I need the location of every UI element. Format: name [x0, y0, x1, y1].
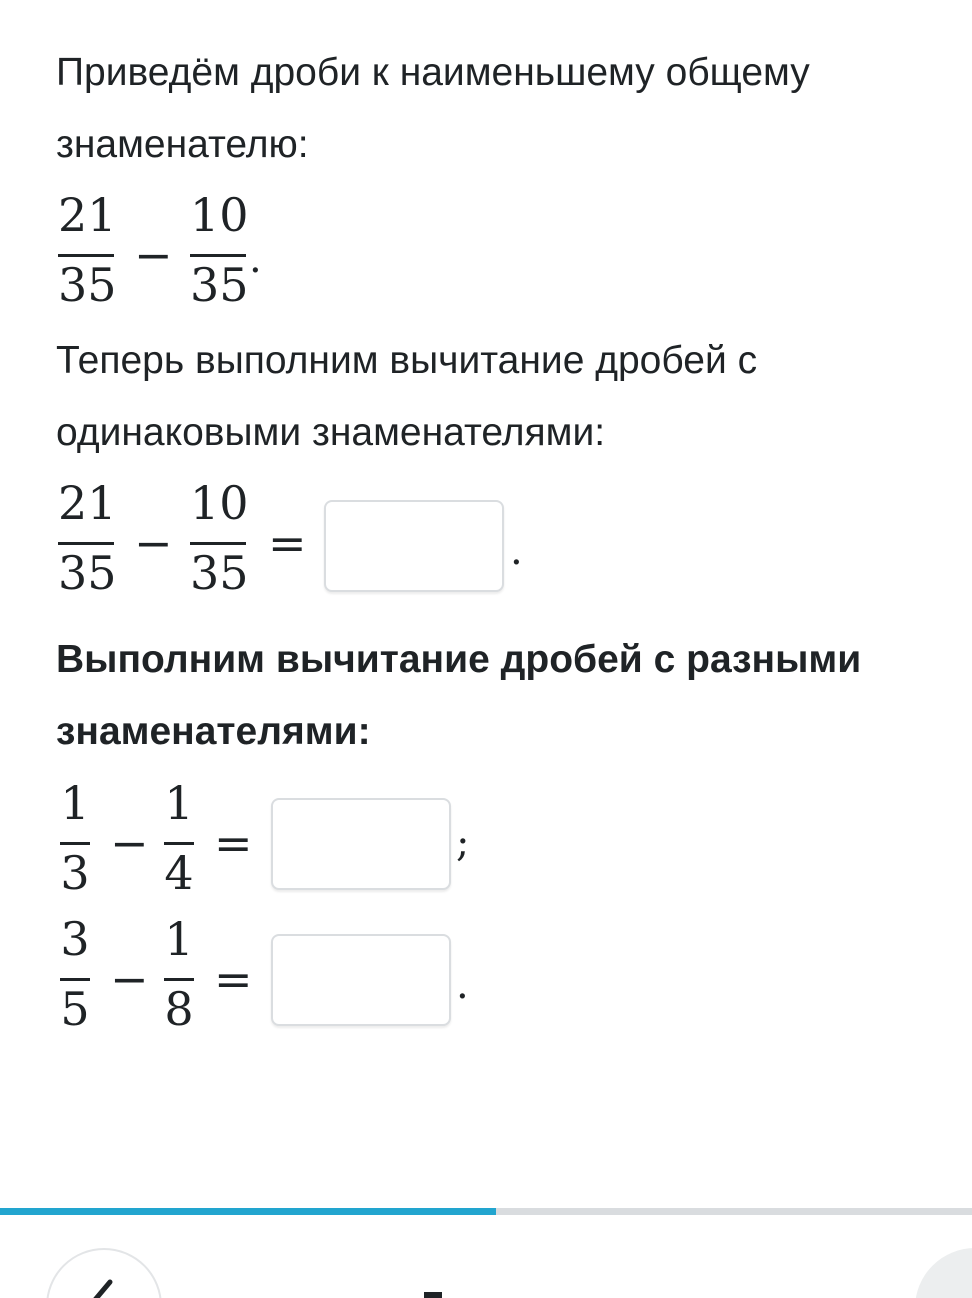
- progress-bar-fill: [0, 1208, 496, 1215]
- denominator: 5: [60, 982, 90, 1036]
- numerator: 1: [164, 912, 194, 966]
- equals-sign: =: [214, 952, 253, 1006]
- fraction-bar: [58, 542, 114, 545]
- minus-sign: −: [110, 816, 149, 870]
- fraction-bar: [58, 254, 114, 257]
- fraction-bar: [164, 978, 194, 981]
- period: .: [456, 962, 469, 1008]
- numerator: 21: [58, 188, 117, 242]
- minus-sign: −: [110, 952, 149, 1006]
- fraction-bar: [60, 842, 90, 845]
- page-indicator: [424, 1292, 442, 1298]
- fraction-bar: [190, 542, 246, 545]
- denominator: 8: [164, 982, 194, 1036]
- section-heading: Выполним вычитание дробей с разными знаменателями:: [56, 638, 862, 753]
- answer-input-same-denominator[interactable]: [324, 500, 504, 592]
- denominator: 35: [190, 258, 249, 312]
- fraction-bar: [60, 978, 90, 981]
- expression-same-denominator: [56, 478, 556, 598]
- numerator: 10: [190, 188, 249, 242]
- minus-sign: −: [134, 228, 173, 282]
- numerator: 3: [60, 912, 90, 966]
- denominator: 35: [58, 546, 117, 600]
- chevron-left-icon: [86, 1276, 116, 1298]
- middle-text: Теперь выполним вычитание дробей с одинаковыми знаменателями:: [56, 339, 758, 454]
- denominator: 3: [60, 846, 90, 900]
- period: .: [510, 528, 523, 574]
- progress-bar: [0, 1208, 972, 1215]
- answer-input-three-fifths-minus-one-eighth[interactable]: [271, 934, 451, 1026]
- numerator: 1: [164, 776, 194, 830]
- answer-input-one-third-minus-one-quarter[interactable]: [271, 798, 451, 890]
- fraction-bar: [190, 254, 246, 257]
- equals-sign: =: [214, 816, 253, 870]
- expression-common-denominator: [56, 190, 316, 310]
- numerator: 21: [58, 476, 117, 530]
- denominator: 4: [164, 846, 194, 900]
- minus-sign: −: [134, 516, 173, 570]
- period: .: [249, 236, 262, 282]
- equals-sign: =: [268, 516, 307, 570]
- fraction-bar: [164, 842, 194, 845]
- back-button[interactable]: [46, 1248, 162, 1298]
- numerator: 1: [60, 776, 90, 830]
- intro-text: Приведём дроби к наименьшему общему знаменателю:: [56, 51, 810, 166]
- expression-different-denominators-1: [56, 778, 496, 898]
- next-button[interactable]: [915, 1248, 972, 1298]
- numerator: 10: [190, 476, 249, 530]
- denominator: 35: [58, 258, 117, 312]
- denominator: 35: [190, 546, 249, 600]
- expression-different-denominators-2: [56, 914, 496, 1034]
- semicolon: ;: [456, 820, 470, 866]
